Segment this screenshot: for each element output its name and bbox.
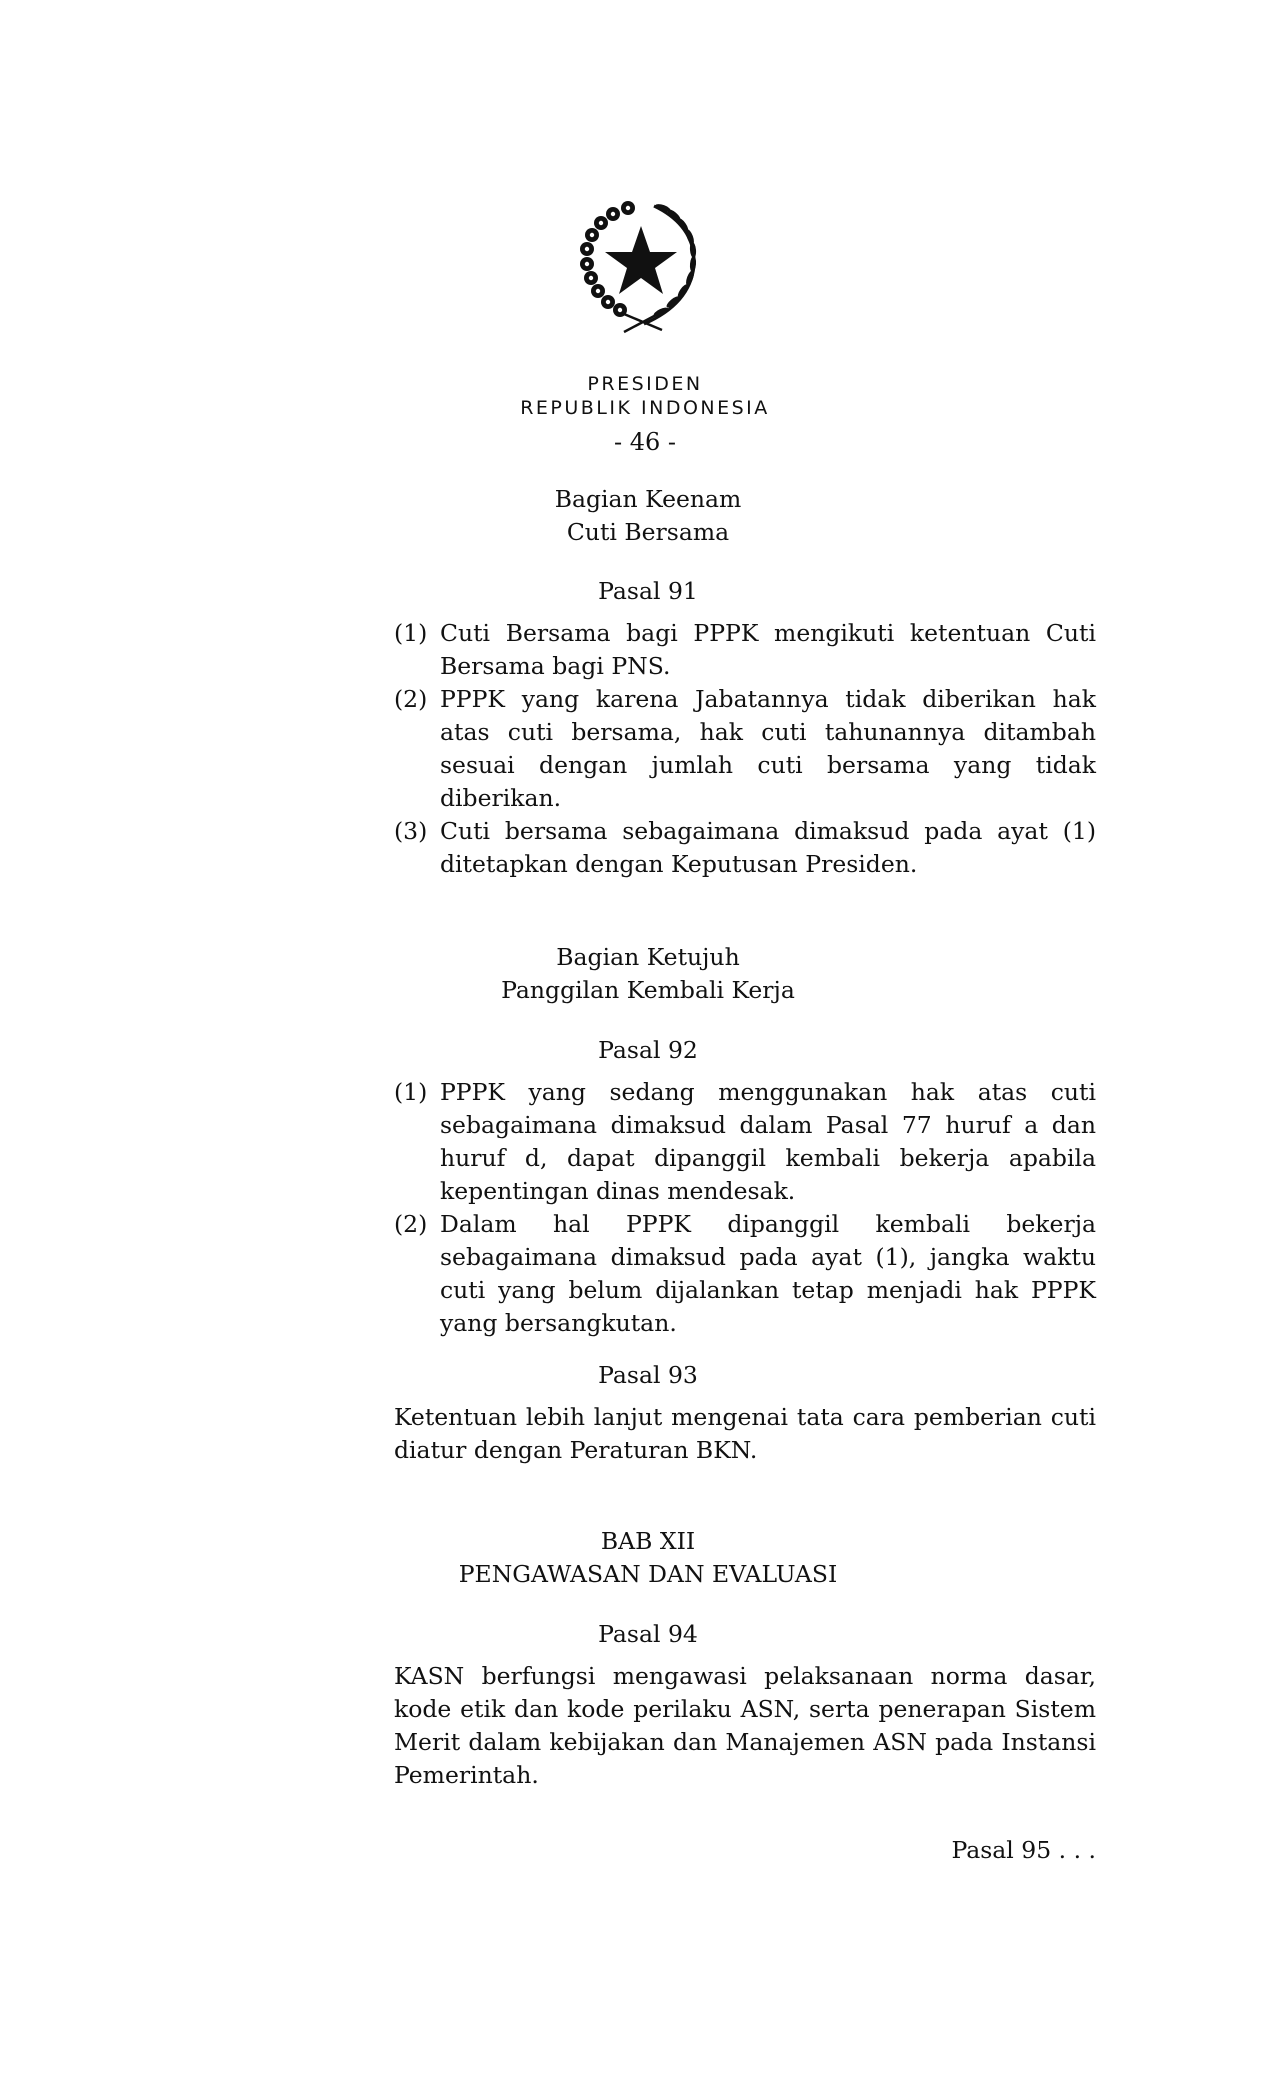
ayat-text: Cuti bersama sebagaimana dimaksud pada ayat (1) ditetapkan dengan Keputusan Presiden. <box>440 817 1096 878</box>
ayat-number: (1) <box>394 1078 428 1106</box>
ayat-item <box>394 617 1096 683</box>
article-title: Pasal 94 <box>598 1620 698 1648</box>
chapter-number: BAB XII <box>600 1527 696 1555</box>
article-body-pasal-94: KASN berfungsi mengawasi pelaksanaan norma dasar, kode etik dan kode perilaku ASN, serta penerapan Sistem Merit dalam kebijakan dan Manajemen ASN pada Instansi Pemerintah. <box>394 1662 1096 1789</box>
part-label: Bagian Ketujuh <box>556 943 740 971</box>
section-part-heading <box>398 941 898 1007</box>
ayat-number: (2) <box>394 685 428 713</box>
part-label: Bagian Keenam <box>554 485 742 513</box>
header-country: REPUBLIK INDONESIA <box>520 397 770 419</box>
ayat-text: Dalam hal PPPK dipanggil kembali bekerja sebagaimana dimaksud pada ayat (1), jangka waktu cuti yang belum dijalankan tetap menjadi hak PPPK yang bersangkutan. <box>440 1210 1096 1337</box>
part-title: Panggilan Kembali Kerja <box>501 976 795 1004</box>
ayat-text: Cuti Bersama bagi PPPK mengikuti ketentuan Cuti Bersama bagi PNS. <box>440 619 1096 680</box>
ayat-item <box>394 1076 1096 1208</box>
article-title: Pasal 93 <box>598 1361 698 1389</box>
section-part-heading <box>398 483 898 549</box>
continuation-marker: Pasal 95 . . . <box>951 1836 1096 1864</box>
ayat-number: (2) <box>394 1210 428 1238</box>
article-title: Pasal 92 <box>598 1036 698 1064</box>
ayat-number: (1) <box>394 619 428 647</box>
ayat-item <box>394 683 1096 815</box>
ayat-number: (3) <box>394 817 428 845</box>
article-body-pasal-93: Ketentuan lebih lanjut mengenai tata cara pemberian cuti diatur dengan Peraturan BKN. <box>394 1403 1096 1464</box>
ayat-text: PPPK yang sedang menggunakan hak atas cuti sebagaimana dimaksud dalam Pasal 77 huruf a dan huruf d, dapat dipanggil kembali bekerja apabila kepentingan dinas mendesak. <box>440 1078 1096 1205</box>
ayat-text: PPPK yang karena Jabatannya tidak diberikan hak atas cuti bersama, hak cuti tahunannya ditambah sesuai dengan jumlah cuti bersama yang tidak diberikan. <box>440 685 1096 812</box>
page-number: - 46 - <box>613 428 676 456</box>
header-institution: PRESIDEN <box>587 373 703 395</box>
ayat-item <box>394 1208 1096 1340</box>
chapter-title: PENGAWASAN DAN EVALUASI <box>458 1560 838 1588</box>
part-title: Cuti Bersama <box>566 518 730 546</box>
article-body-pasal-91 <box>394 617 1096 881</box>
presidential-emblem-icon <box>566 186 716 336</box>
ayat-item <box>394 815 1096 881</box>
chapter-heading <box>398 1525 898 1591</box>
article-body-pasal-92 <box>394 1076 1096 1340</box>
article-title: Pasal 91 <box>598 577 698 605</box>
